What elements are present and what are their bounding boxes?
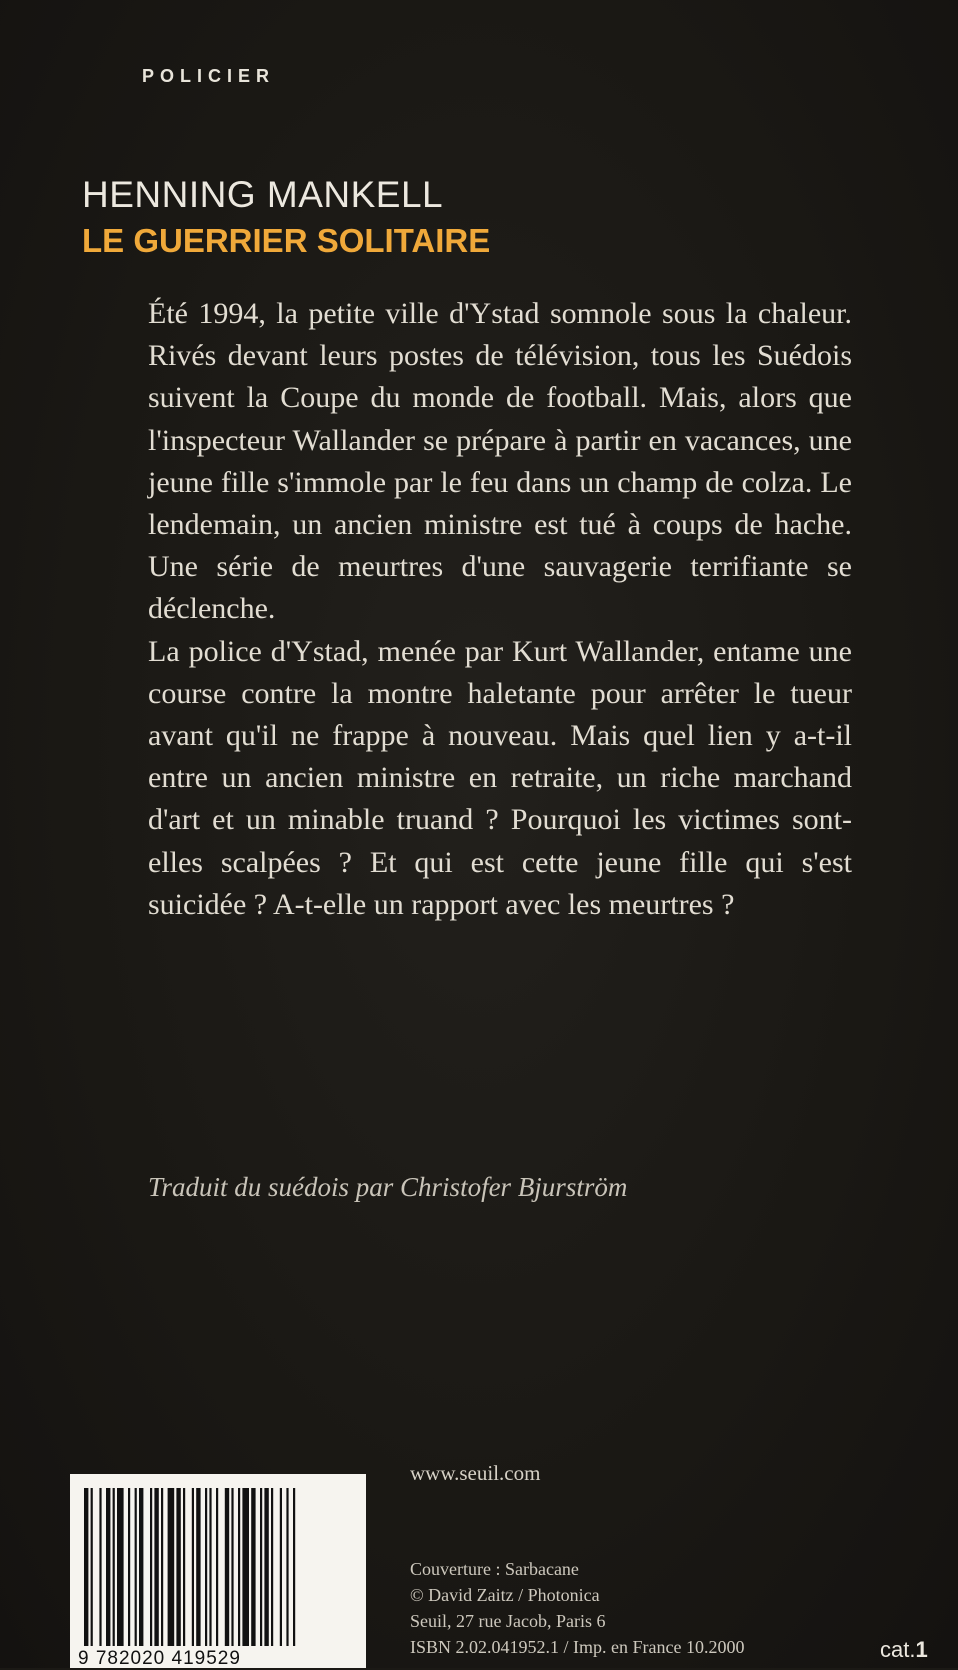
author-name: HENNING MANKELL [82,174,444,215]
credit-cover: Couverture : Sarbacane [410,1559,579,1579]
credits-block [410,1556,744,1660]
cat-value: 1 [915,1637,928,1662]
credit-publisher-address: Seuil, 27 rue Jacob, Paris 6 [410,1611,606,1631]
blurb-paragraph-1: Été 1994, la petite ville d'Ystad somnole sous la chaleur. Rivés devant leurs postes de télévision, tous les Suédois suivent la Coupe du monde de football. Mais, alors que l'inspecteur Wallander se prépare à partir en vacances, une jeune fille s'immole par le feu dans un champ de colza. Le lendemain, un ancien ministre est tué à coups de hache. Une série de meurtres d'une sauvagerie terrifiante se déclenche. [148,297,852,626]
cat-label: cat. [880,1637,916,1662]
publisher-website: www.seuil.com [410,1461,541,1485]
credit-isbn: ISBN 2.02.041952.1 / Imp. en France 10.2000 [410,1637,745,1657]
price-category [880,1637,928,1663]
blurb-text [148,293,852,926]
book-title: LE GUERRIER SOLITAIRE [82,222,491,259]
credit-photo: © David Zaitz / Photonica [410,1585,600,1605]
series-label: POLICIER [142,66,276,86]
barcode-bars [84,1488,354,1646]
blurb-paragraph-2: La police d'Ystad, menée par Kurt Wallander, entame une course contre la montre haletante pour arrêter le tueur avant qu'il ne frappe à nouveau. Mais quel lien y a-t-il entre un ancien ministre en retraite, un riche marchand d'art et un minable truand ? Pourquoi les victimes sont-elles scalpées ? Et qui est cette jeune fille qui s'est suicidée ? A-t-elle un rapport avec les meurtres ? [148,634,852,921]
translator-credit: Traduit du suédois par Christofer Bjurström [148,1172,628,1202]
barcode-digits: 9 782020 419529 [78,1648,241,1669]
barcode [70,1474,366,1668]
